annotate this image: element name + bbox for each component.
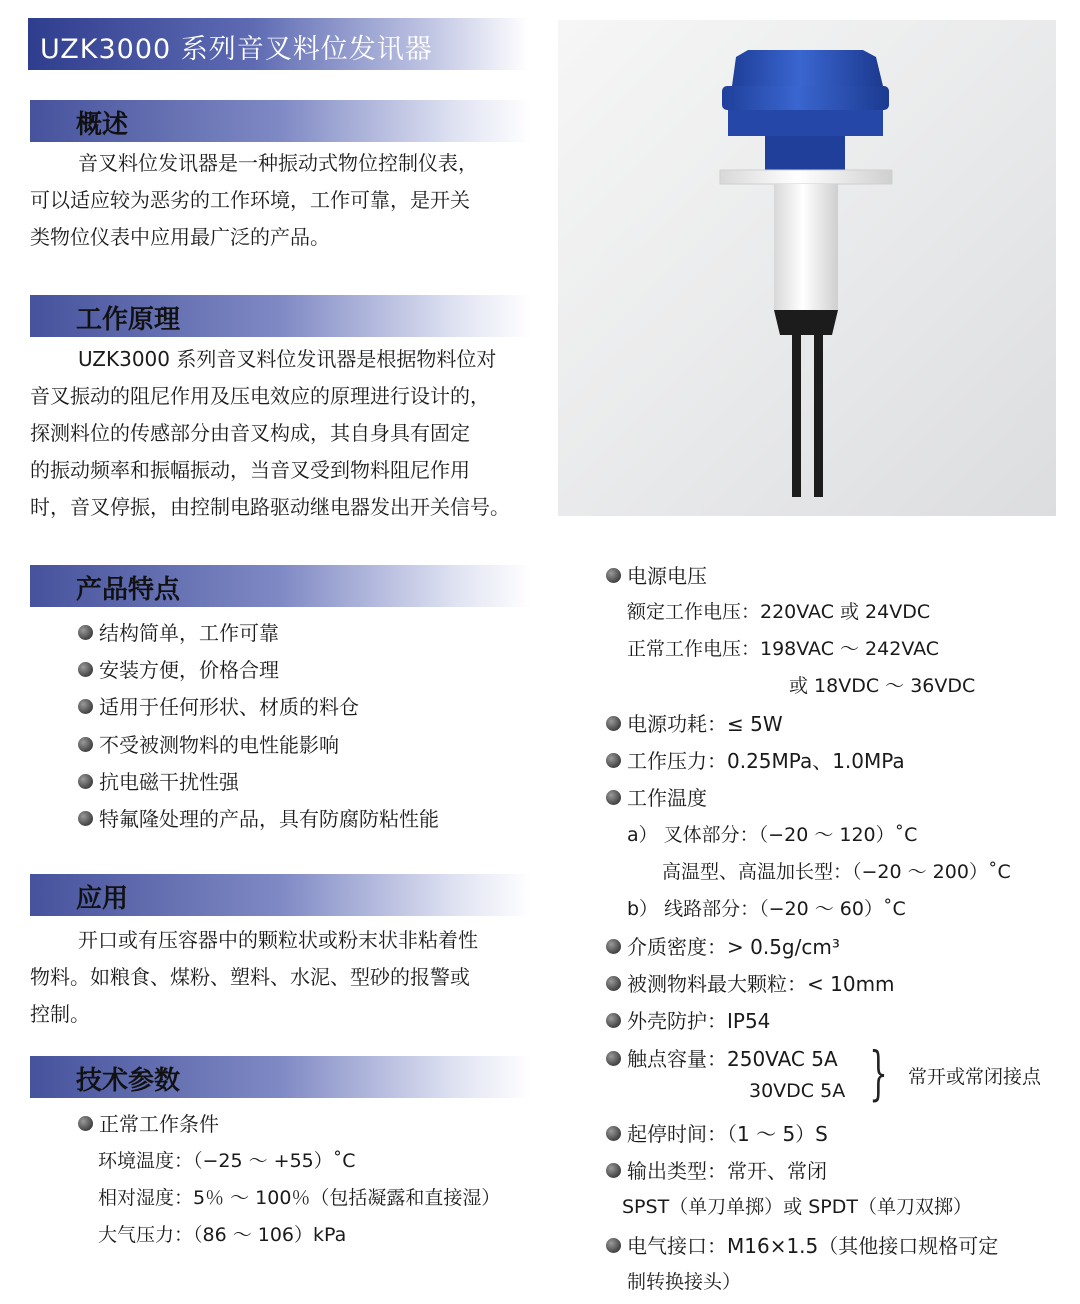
section-title-overview: 概述 — [76, 110, 129, 140]
overview-paragraph — [30, 145, 535, 256]
housing-body — [722, 86, 889, 110]
bullet-icon — [78, 774, 93, 789]
spec-start-stop — [606, 1118, 828, 1147]
feature-text: 安装方便，价格合理 — [99, 658, 279, 682]
title-banner — [28, 18, 528, 70]
extension-tube — [774, 184, 838, 310]
output-type-detail: SPST（单刀单掷）或 SPDT（单刀双掷） — [622, 1196, 972, 1218]
bullet-icon — [606, 1051, 621, 1066]
application-line: 物料。如粮食、煤粉、塑料、水泥、型砂的报警或 — [30, 965, 470, 989]
ambient-temperature: 环境温度：（−25 ～ +55）˚C — [98, 1150, 356, 1172]
mounting-flange — [720, 170, 892, 184]
application-line: 控制。 — [30, 1002, 90, 1026]
bullet-icon — [606, 568, 621, 583]
probe-base — [774, 310, 838, 335]
spec-label: 工作温度 — [627, 786, 707, 810]
bullet-icon — [78, 662, 93, 677]
section-title-features: 产品特点 — [76, 575, 181, 605]
overview-line: 可以适应较为恶劣的工作环境，工作可靠，是开关 — [30, 188, 470, 212]
principle-line: UZK3000 系列音叉料位发讯器是根据物料位对 — [78, 347, 497, 371]
spec-pressure — [606, 745, 905, 774]
spec-text: 起停时间：（1 ～ 5）S — [627, 1122, 828, 1146]
principle-line: 探测料位的传感部分由音叉构成，其自身具有固定 — [30, 421, 470, 445]
bullet-icon — [606, 1163, 621, 1178]
overview-line: 音叉料位发讯器是一种振动式物位控制仪表， — [78, 151, 478, 175]
spec-text: 外壳防护：IP54 — [627, 1009, 771, 1033]
housing-lid — [732, 50, 883, 86]
feature-item — [78, 691, 359, 720]
spec-particle — [606, 968, 895, 997]
feature-item — [78, 803, 439, 832]
bullet-icon — [606, 716, 621, 731]
bullet-icon — [606, 790, 621, 805]
bullet-icon — [78, 811, 93, 826]
spec-text: 输出类型：常开、常闭 — [627, 1159, 827, 1183]
electrical-detail: 制转换接头） — [627, 1271, 742, 1293]
principle-line: 的振动频率和振幅振动，当音叉受到物料阻尼作用 — [30, 458, 470, 482]
overview-line: 类物位仪表中应用最广泛的产品。 — [30, 225, 330, 249]
feature-item — [78, 729, 339, 758]
normal-conditions-label: 正常工作条件 — [99, 1112, 219, 1136]
feature-text: 适用于任何形状、材质的料仓 — [99, 695, 359, 719]
principle-line: 时，音叉停振，由控制电路驱动继电器发出开关信号。 — [30, 495, 510, 519]
bullet-icon — [78, 1116, 93, 1131]
contact-dc: 30VDC 5A — [749, 1080, 846, 1102]
application-paragraph — [30, 922, 535, 1033]
spec-text: 触点容量：250VAC 5A — [627, 1047, 838, 1071]
application-line: 开口或有压容器中的颗粒状或粉末状非粘着性 — [78, 928, 478, 952]
feature-text: 特氟隆处理的产品，具有防腐防粘性能 — [99, 807, 439, 831]
spec-temperature — [606, 782, 707, 811]
spec-density — [606, 931, 840, 960]
bullet-icon — [606, 939, 621, 954]
bullet-icon — [606, 976, 621, 991]
section-title-application: 应用 — [76, 884, 129, 914]
product-photo — [558, 20, 1056, 516]
section-title-principle: 工作原理 — [76, 305, 181, 335]
section-header-features — [30, 565, 530, 607]
feature-item — [78, 617, 279, 646]
feature-text: 抗电磁干扰性强 — [99, 770, 239, 794]
principle-line: 音叉振动的阻尼作用及压电效应的原理进行设计的， — [30, 384, 490, 408]
normal-voltage-alt: 或 18VDC ～ 36VDC — [789, 675, 976, 697]
page-title: UZK3000 系列音叉料位发讯器 — [40, 34, 433, 65]
spec-protection — [606, 1005, 770, 1034]
spec-text: 电气接口：M16×1.5（其他接口规格可定 — [627, 1234, 999, 1258]
bullet-icon — [78, 625, 93, 640]
spec-text: 介质密度：> 0.5g/cm³ — [627, 935, 840, 959]
bullet-icon — [606, 1013, 621, 1028]
housing-base — [728, 110, 883, 136]
section-title-specs: 技术参数 — [76, 1066, 181, 1096]
spec-label: 电源电压 — [627, 564, 707, 588]
circuit-temperature: b） 线路部分：（−20 ～ 60）˚C — [627, 898, 906, 920]
spec-contact — [606, 1043, 838, 1072]
section-header-principle — [30, 295, 530, 337]
spec-power-voltage — [606, 560, 707, 589]
feature-item — [78, 766, 239, 795]
principle-paragraph — [30, 341, 535, 526]
normal-conditions-item — [78, 1108, 219, 1137]
contact-note: 常开或常闭接点 — [908, 1066, 1042, 1088]
fork-tine-right — [814, 332, 823, 497]
tuning-fork-switch-image — [558, 20, 1056, 516]
spec-text: 被测物料最大颗粒：< 10mm — [627, 972, 895, 996]
housing-neck — [765, 136, 845, 170]
high-temp-range: 高温型、高温加长型：（−20 ～ 200）˚C — [662, 861, 1011, 883]
atmospheric-pressure: 大气压力：（86 ～ 106）kPa — [98, 1224, 347, 1246]
brace-icon: } — [869, 1039, 888, 1107]
spec-electrical — [606, 1230, 998, 1259]
spec-output — [606, 1155, 827, 1184]
bullet-icon — [606, 1126, 621, 1141]
feature-text: 不受被测物料的电性能影响 — [99, 733, 339, 757]
section-header-specs — [30, 1056, 530, 1098]
bullet-icon — [78, 737, 93, 752]
section-header-overview — [30, 100, 530, 142]
fork-temperature: a） 叉体部分：（−20 ～ 120）˚C — [627, 824, 918, 846]
bullet-icon — [606, 1238, 621, 1253]
spec-power-consumption — [606, 708, 783, 737]
relative-humidity: 相对湿度：5％ ～ 100％（包括凝露和直接湿） — [98, 1187, 501, 1209]
spec-text: 电源功耗：≤ 5W — [627, 712, 783, 736]
bullet-icon — [78, 699, 93, 714]
feature-item — [78, 654, 279, 683]
fork-tine-left — [792, 332, 801, 497]
feature-text: 结构简单，工作可靠 — [99, 621, 279, 645]
normal-voltage: 正常工作电压：198VAC ～ 242VAC — [627, 638, 940, 660]
bullet-icon — [606, 753, 621, 768]
rated-voltage: 额定工作电压：220VAC 或 24VDC — [627, 601, 931, 623]
section-header-application — [30, 874, 530, 916]
spec-text: 工作压力：0.25MPa、1.0MPa — [627, 749, 905, 773]
